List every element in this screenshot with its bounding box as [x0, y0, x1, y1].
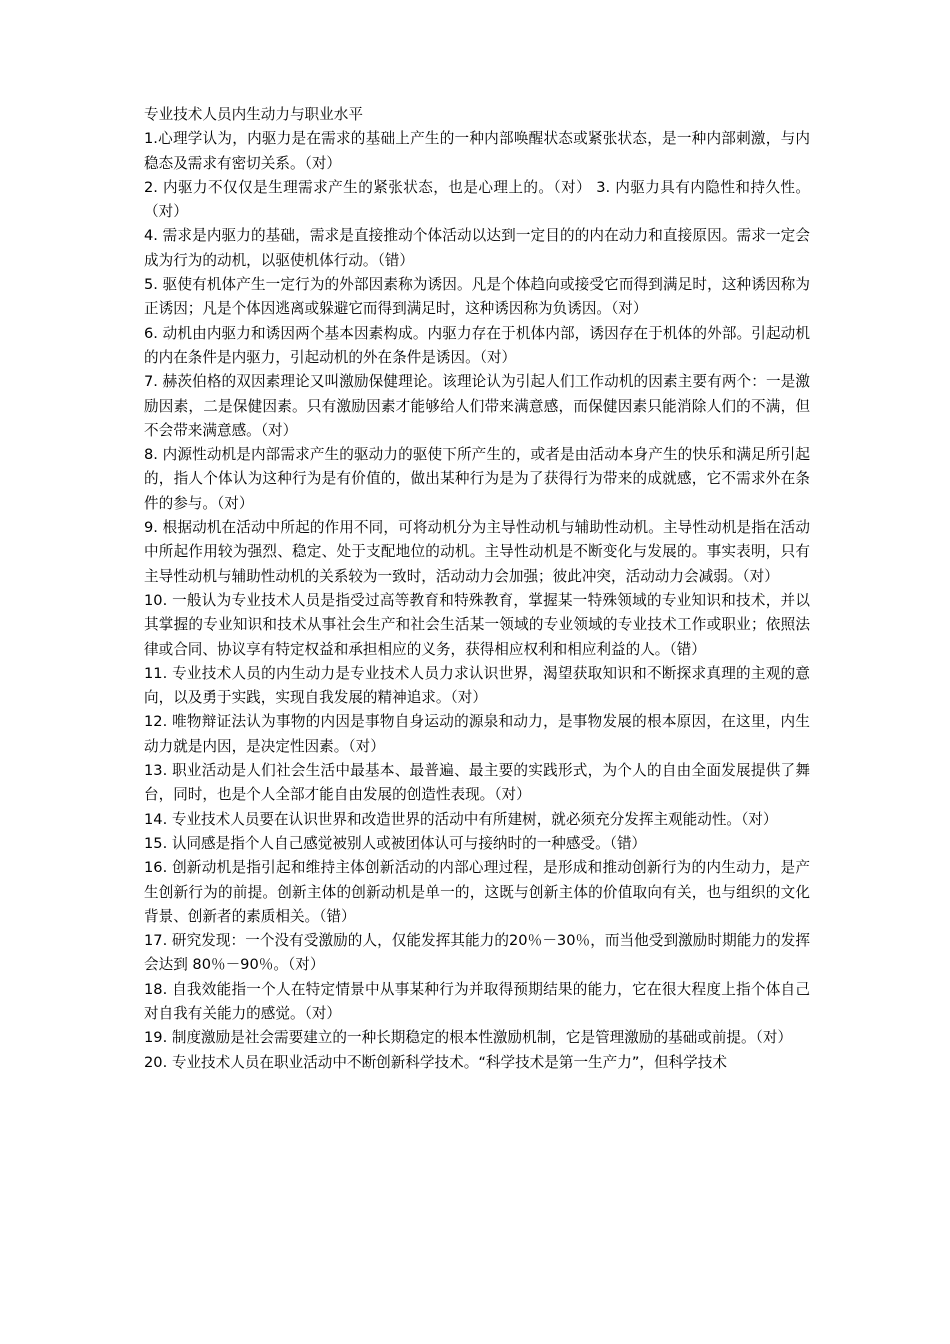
document-title: 专业技术人员内生动力与职业水平 — [144, 106, 363, 123]
question-2-3: 2. 内驱力不仅仅是生理需求产生的紧张状态，也是心理上的。（对） 3. 内驱力具有内隐性和持久性。（对） — [144, 178, 810, 221]
question-9: 9. 根据动机在活动中所起的作用不同，可将动机分为主导性动机与辅助性动机。主导性动机是指在活动中所起作用较为强烈、稳定、处于支配地位的动机。主导性动机是不断变化与发展的。事实表明，只有主导性动机与辅助性动机的关系较为一致时，活动动力会加强；彼此冲突，活动动力会减弱。（对） — [144, 519, 810, 585]
question-14: 14. 专业技术人员要在认识世界和改造世界的活动中有所建树，就必须充分发挥主观能动性。（对） — [144, 810, 778, 828]
question-7: 7. 赫茨伯格的双因素理论又叫激励保健理论。该理论认为引起人们工作动机的因素主要有两个：一是激励因素，二是保健因素。只有激励因素才能够给人们带来满意感，而保健因素只能消除人们的不满，但不会带来满意感。（对） — [144, 373, 810, 439]
question-8: 8. 内源性动机是内部需求产生的驱动力的驱使下所产生的，或者是由活动本身产生的快乐和满足所引起的，指人个体认为这种行为是有价值的，做出某种行为是为了获得行为带来的成就感，它不需求外在条件的参与。（对） — [144, 446, 810, 512]
question-4: 4. 需求是内驱力的基础，需求是直接推动个体活动以达到一定目的的内在动力和直接原因。需求一定会成为行为的动机，以驱使机体行动。（错） — [144, 227, 810, 269]
question-20: 20. 专业技术人员在职业活动中不断创新科学技术。“科学技术是第一生产力”，但科学技术 — [144, 1053, 727, 1071]
question-18: 18. 自我效能指一个人在特定情景中从事某种行为并取得预期结果的能力，它在很大程度上指个体自己对自我有关能力的感觉。（对） — [144, 980, 810, 1022]
question-17: 17. 研究发现：一个没有受激励的人，仅能发挥其能力的20％－30％，而当他受到激励时期能力的发挥会达到 80％－90％。（对） — [144, 932, 810, 974]
question-12: 12. 唯物辩证法认为事物的内因是事物自身运动的源泉和动力，是事物发展的根本原因，在这里，内生动力就是内因，是决定性因素。（对） — [144, 713, 810, 755]
question-10: 10. 一般认为专业技术人员是指受过高等教育和特殊教育，掌握某一特殊领域的专业知识和技术，并以其掌握的专业知识和技术从事社会生产和社会生活某一领域的专业领域的专业技术工作或职业；依照法律或合同、协议享有特定权益和承担相应的义务，获得相应权利和相应利益的人。（错） — [144, 591, 810, 658]
question-16: 16. 创新动机是指引起和维持主体创新活动的内部心理过程，是形成和推动创新行为的内生动力，是产生创新行为的前提。创新主体的创新动机是单一的，这既与创新主体的价值取向有关，也与组织的文化背景、创新者的素质相关。（错） — [144, 859, 810, 925]
document-page — [144, 103, 810, 1075]
question-13: 13. 职业活动是人们社会生活中最基本、最普遍、最主要的实践形式，为个人的自由全面发展提供了舞台，同时，也是个人全部才能自由发展的创造性表现。（对） — [144, 762, 810, 804]
question-11: 11. 专业技术人员的内生动力是专业技术人员力求认识世界，渴望获取知识和不断探求真理的主观的意向，以及勇于实践，实现自我发展的精神追求。（对） — [144, 664, 810, 707]
question-6: 6. 动机由内驱力和诱因两个基本因素构成。内驱力存在于机体内部，诱因存在于机体的外部。引起动机的内在条件是内驱力，引起动机的外在条件是诱因。（对） — [144, 324, 810, 366]
question-15: 15. 认同感是指个人自己感觉被别人或被团体认可与接纳时的一种感受。（错） — [144, 834, 647, 852]
question-5: 5. 驱使有机体产生一定行为的外部因素称为诱因。凡是个体趋向或接受它而得到满足时，这种诱因称为正诱因；凡是个体因逃离或躲避它而得到满足时，这种诱因称为负诱因。（对） — [144, 276, 810, 318]
question-19: 19. 制度激励是社会需要建立的一种长期稳定的根本性激励机制，它是管理激励的基础或前提。（对） — [144, 1029, 793, 1047]
question-1: 1.心理学认为，内驱力是在需求的基础上产生的一种内部唤醒状态或紧张状态，是一种内部刺激，与内稳态及需求有密切关系。（对） — [144, 130, 810, 172]
